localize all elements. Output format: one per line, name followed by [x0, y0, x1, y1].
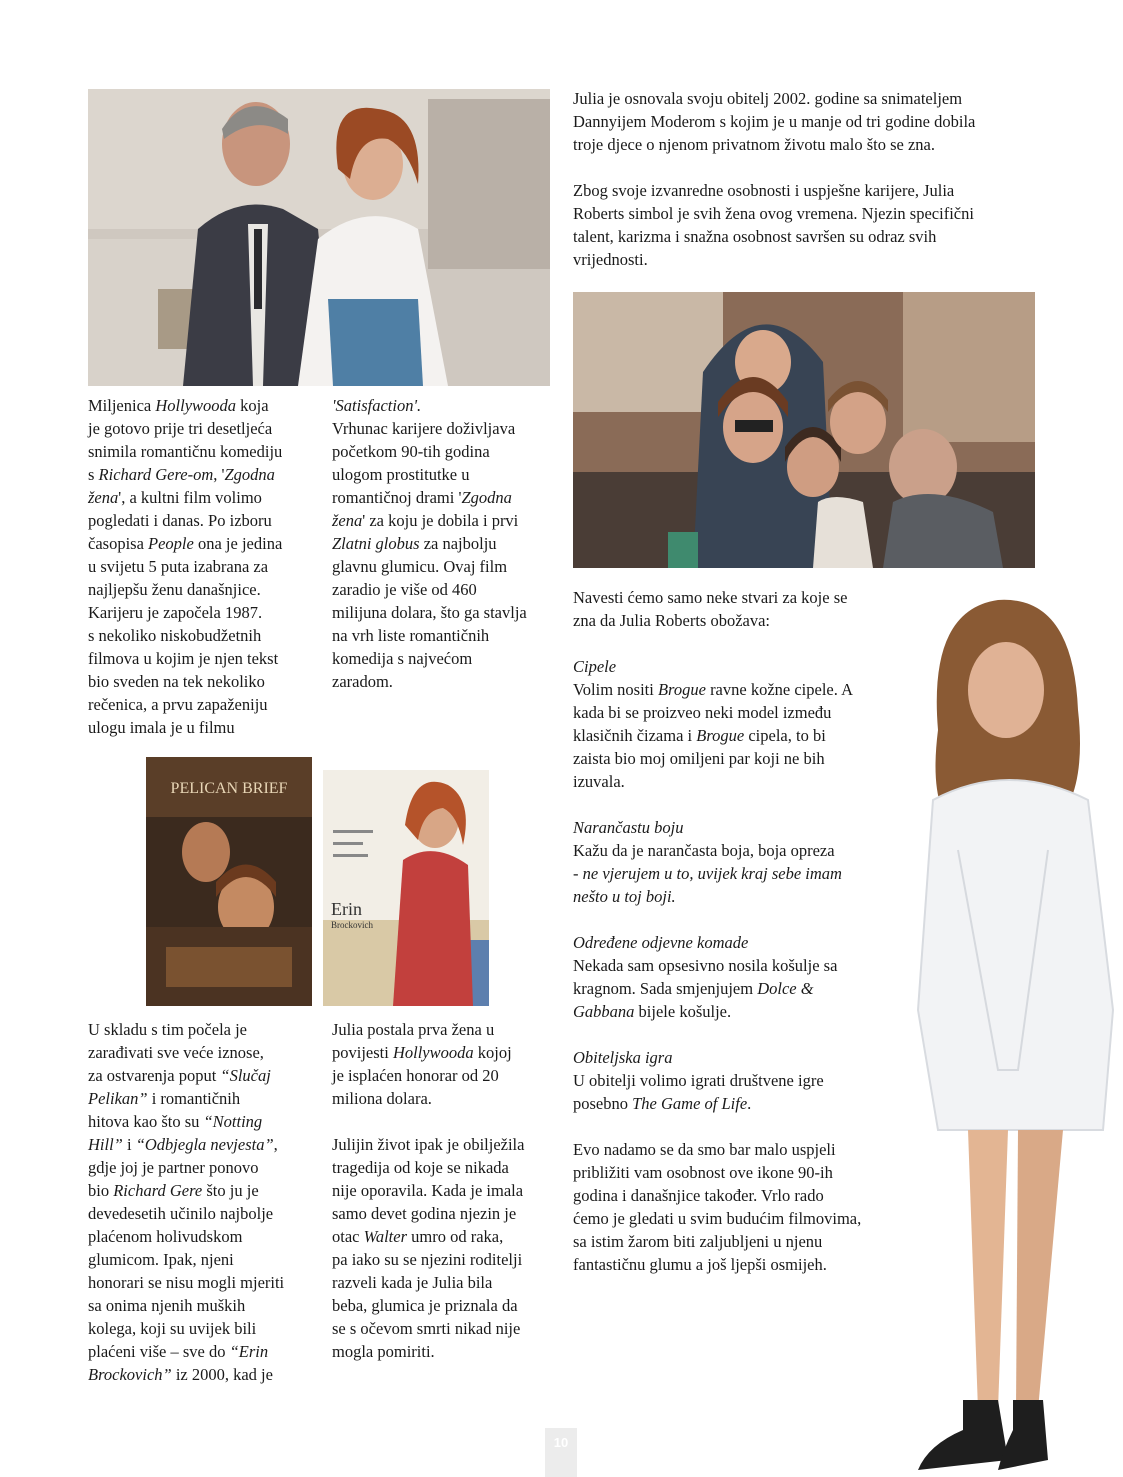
julia-roberts-cutout — [898, 590, 1123, 1477]
family-photo — [573, 292, 1035, 568]
article-text-right-top: Julia je osnovala svoju obitelj 2002. godine sa snimateljem Dannyijem Moderom s kojim je u manje od tri godine dobila troje djece o njenom privatnom životu malo što se zna. Zbog svoje izvanredne osobnosti i uspješne karijere, Julia Roberts simbol je svih žena ovog vremena. Njezin specifični talent, karizma i snažna osobnost savršen su odraz svih vrijednosti. — [573, 89, 976, 269]
erin-poster-title: Erin — [331, 899, 362, 919]
section-heading-clothes: Određene odjevne komade — [573, 933, 749, 952]
pelican-poster-title: PELICAN BRIEF — [170, 780, 288, 797]
erin-poster-subtitle: Brockovich — [331, 920, 373, 930]
section-heading-shoes: Cipele — [573, 657, 617, 676]
article-text-col2: 'Satisfaction'. Vrhunac karijere doživljava početkom 90-tih godina ulogom prostitutke u romantičnoj drami 'Zgodna žena' za koju je dobila i prvi Zlatni globus za najbolju glavnu glumicu. Ovaj film zaradio je više od 460 milijuna dolara, što ga stavlja na vrh liste romantičnih komedija s najvećom zaradom. — [332, 396, 527, 691]
section-heading-family-game: Obiteljska igra — [573, 1048, 673, 1067]
page-number: 10 — [545, 1428, 577, 1477]
pelican-brief-poster — [146, 757, 312, 1006]
erin-brockovich-poster — [323, 770, 489, 1006]
article-text-col1: Miljenica Hollywooda koja je gotovo prije tri desetljeća snimila romantičnu komediju s Richard Gere-om, 'Zgodna žena', a kultni film volimo pogledati i danas. Po izboru časopisa People ona je jedina u svijetu 5 puta izabrana za najljepšu ženu današnjice. Karijeru je započela 1987. s nekoliko niskobudžetnih filmova u kojim je njen tekst bio sveden na tek nekoliko rečenica, a prvu zapaženiju ulogu imala je u filmu — [88, 396, 283, 737]
article-text-col2-lower: Julia postala prva žena u povijesti Hollywooda kojoj je isplaćen honorar od 20 miliona dolara. Julijin život ipak je obilježila tragedija od koje se nikada nije oporavila. Kada je imala samo devet godina njezin je otac Walter umro od raka, pa iako su se njezini roditelji razveli kada je Julia bila beba, glumica je priznala da se s očevom smrti nikad nije mogla pomiriti. — [332, 1020, 525, 1361]
article-text-right-lower: Navesti ćemo samo neke stvari za koje se zna da Julia Roberts obožava: Cipele Volim nositi Brogue ravne kožne cipele. A kada bi se proizveo neki model između klasičnih čizama i Brogue cipela, to bi zaista bio moj omiljeni par koji ne bih izuvala. Narančastu boju Kažu da je narančasta boja, boja opreza - ne vjerujem u to, uvijek kraj sebe imam nešto u toj boji. Određene odjevne komade Nekada sam opsesivno nosila košulje sa kragnom. Sada smjenjujem Dolce & Gabbana bijele košulje. Obiteljska igra U obitelji volimo igrati društvene igre posebno The Game of Life. Evo nadamo se da smo bar malo uspjeli približiti vam osobnost ove ikone 90-ih godina i današnjice također. Vrlo rado ćemo je gledati u svim budućim filmovima, sa istim žarom biti zaljubljeni u njenu fantastičnu glumu a još ljepši osmijeh. — [573, 588, 862, 1274]
pretty-woman-photo — [88, 89, 550, 386]
section-heading-orange: Narančastu boju — [573, 818, 684, 837]
article-text-col1-lower: U skladu s tim počela je zarađivati sve veće iznose, za ostvarenja poput “Slučaj Pelikan” i romantičnih hitova kao što su “Notting Hill” i “Odbjegla nevjesta”, gdje joj je partner ponovo bio Richard Gere što ju je devedesetih učinilo najbolje plaćenom holivudskom glumicom. Ipak, njeni honorari se nisu mogli mjeriti sa onima njenih muških kolega, koji su uvijek bili plaćeni više – sve do “Erin Brockovich” iz 2000, kad je — [88, 1020, 285, 1384]
